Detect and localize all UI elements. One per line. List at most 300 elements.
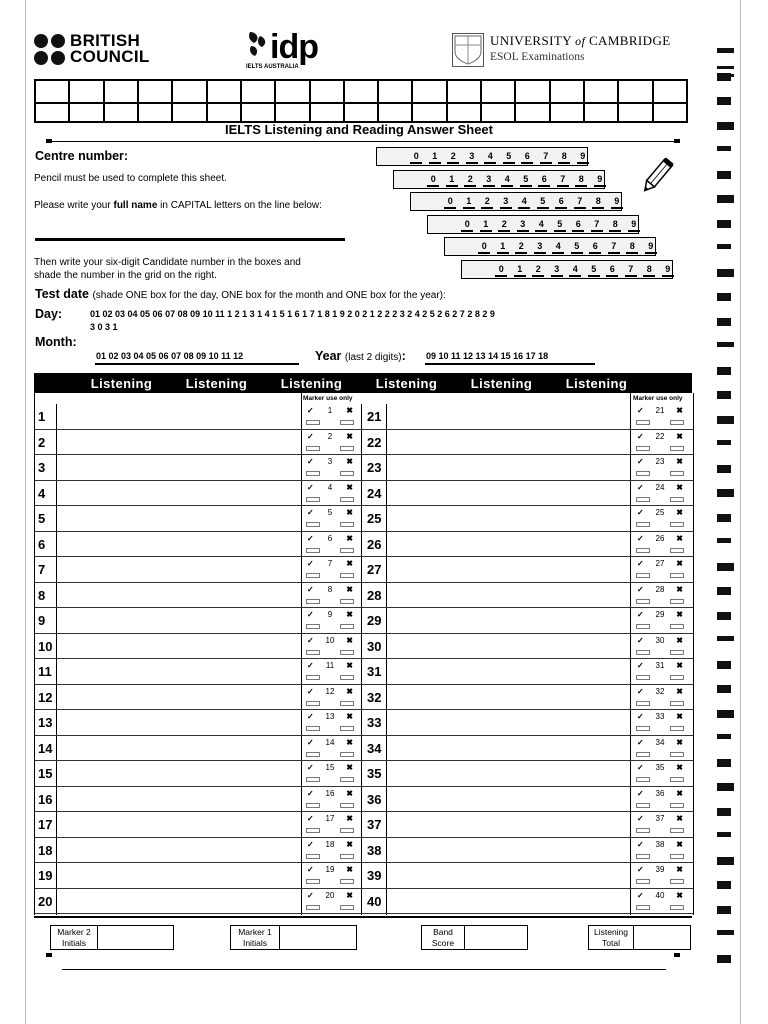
idp-leaf-icon (246, 30, 268, 58)
question-number: 11 (38, 664, 52, 679)
timing-mark (717, 293, 731, 301)
check-icon: ✓ (307, 712, 314, 721)
marker-check-cell[interactable] (635, 763, 685, 785)
cross-icon: ✖ (346, 533, 353, 543)
alignment-mark (674, 953, 680, 957)
marker-check-cell[interactable] (305, 763, 355, 785)
digit-option[interactable]: 2 (512, 241, 531, 254)
digit-option[interactable]: 1 (426, 151, 445, 164)
marker-check-cell[interactable] (305, 432, 355, 454)
answer-field-left[interactable] (57, 506, 300, 530)
marker-question-number: 4 (327, 482, 333, 492)
timing-mark (717, 391, 731, 399)
answer-field-left[interactable] (57, 863, 300, 887)
digit-option[interactable]: 7 (537, 151, 556, 164)
cross-icon: ✖ (346, 406, 353, 415)
marker-check-cell[interactable] (635, 457, 685, 479)
digit-option[interactable]: 1 (477, 219, 496, 232)
check-icon: ✓ (637, 635, 644, 645)
digit-option[interactable]: 8 (555, 151, 574, 164)
digit-option[interactable]: 7 (571, 196, 590, 209)
marker-check-cell[interactable] (635, 840, 685, 862)
marker1-initials-box[interactable]: Marker 1 Initials (230, 925, 357, 950)
check-icon: ✓ (637, 406, 644, 415)
check-icon: ✓ (637, 559, 644, 568)
question-number: 7 (38, 562, 46, 577)
check-icon: ✓ (637, 737, 644, 747)
digit-option[interactable]: 0 (407, 151, 426, 164)
digit-option[interactable]: 8 (572, 174, 591, 187)
digit-option[interactable]: 0 (475, 241, 494, 254)
cross-icon: ✖ (346, 635, 353, 645)
marker-question-number: 6 (327, 533, 333, 543)
title-rule (48, 141, 680, 142)
cross-icon: ✖ (346, 737, 353, 747)
question-number: 9 (38, 613, 46, 628)
marker-check-cell[interactable] (635, 865, 685, 887)
answer-field-left[interactable] (57, 583, 300, 607)
answer-field-right[interactable] (387, 583, 629, 607)
timing-mark (717, 587, 731, 595)
question-number: 25 (367, 511, 382, 526)
question-number: 2 (38, 434, 46, 450)
marker-check-cell[interactable] (305, 457, 355, 479)
question-number: 19 (38, 868, 53, 883)
digit-option[interactable]: 1 (494, 241, 513, 254)
digit-option[interactable]: 6 (552, 196, 571, 209)
idp-subtitle: IELTS AUSTRALIA (246, 64, 299, 70)
marker-check-cell[interactable] (305, 661, 355, 683)
cross-icon: ✖ (676, 839, 683, 849)
cross-icon: ✖ (676, 814, 683, 823)
question-number: 18 (38, 842, 53, 858)
question-number: 30 (367, 638, 382, 654)
answer-field-right[interactable] (387, 736, 629, 760)
answer-field-left[interactable] (57, 838, 300, 862)
check-icon: ✓ (307, 457, 314, 466)
question-number: 23 (367, 460, 382, 475)
marker-check-cell[interactable] (635, 712, 685, 734)
timing-mark (717, 220, 731, 228)
question-number: 10 (38, 638, 53, 654)
marker-question-number: 38 (655, 839, 665, 849)
digit-option[interactable]: 4 (532, 219, 551, 232)
answer-field-left[interactable] (57, 455, 300, 479)
digit-option[interactable]: 9 (642, 241, 661, 254)
day-options-continued[interactable]: 3 0 3 1 (90, 322, 118, 332)
question-number: 39 (367, 868, 382, 883)
check-icon: ✓ (637, 482, 644, 492)
candidate-digit-row (461, 260, 673, 279)
marker-check-cell[interactable] (305, 865, 355, 887)
marker-question-number: 23 (655, 457, 665, 466)
timing-mark (717, 367, 731, 375)
left-edge-rule (25, 0, 26, 1024)
digit-option[interactable]: 2 (529, 264, 548, 277)
answer-field-left[interactable] (57, 532, 300, 556)
marker-check-cell[interactable] (635, 610, 685, 632)
digit-option[interactable]: 7 (554, 174, 573, 187)
timing-mark (717, 783, 734, 791)
answer-field-right[interactable] (387, 608, 629, 632)
digit-option[interactable]: 5 (500, 151, 519, 164)
answer-field-left[interactable] (57, 608, 300, 632)
marker-question-number: 21 (655, 406, 665, 415)
timing-mark (717, 661, 731, 669)
check-icon: ✓ (307, 763, 314, 772)
answer-field-right[interactable] (387, 889, 629, 913)
answer-field-left[interactable] (57, 761, 300, 785)
marker-question-number: 15 (325, 763, 335, 772)
check-icon: ✓ (307, 406, 314, 415)
check-icon: ✓ (637, 712, 644, 721)
question-number: 12 (38, 689, 53, 705)
marker-check-cell[interactable] (305, 585, 355, 607)
answer-field-left[interactable] (57, 736, 300, 760)
digit-option[interactable]: 5 (551, 219, 570, 232)
marker-question-number: 29 (655, 610, 665, 619)
cross-icon: ✖ (346, 508, 353, 517)
marker-check-cell[interactable] (305, 738, 355, 760)
marker-check-cell[interactable] (635, 483, 685, 505)
digit-option[interactable]: 4 (566, 264, 585, 277)
answer-field-left[interactable] (57, 404, 300, 428)
marker-check-cell[interactable] (635, 406, 685, 428)
answer-field-left[interactable] (57, 430, 300, 454)
timing-mark (717, 489, 734, 497)
answer-field-right[interactable] (387, 659, 629, 683)
marker-question-number: 35 (655, 763, 665, 772)
answer-field-right[interactable] (387, 812, 629, 836)
marker-question-number: 14 (325, 737, 335, 747)
question-number: 40 (367, 893, 382, 909)
cambridge-shield-icon (452, 33, 484, 67)
digit-option[interactable]: 9 (574, 151, 593, 164)
cross-icon: ✖ (676, 686, 683, 696)
check-icon: ✓ (307, 865, 314, 874)
answer-field-right[interactable] (387, 838, 629, 862)
marker-question-number: 17 (325, 814, 335, 823)
cross-icon: ✖ (676, 508, 683, 517)
british-council-logo (34, 33, 150, 65)
pencil-note: Pencil must be used to complete this sheet. (34, 173, 227, 184)
marker-question-number: 20 (325, 890, 335, 900)
digit-option[interactable]: 3 (514, 219, 533, 232)
check-icon: ✓ (307, 482, 314, 492)
answer-field-right[interactable] (387, 506, 629, 530)
answer-field-right[interactable] (387, 863, 629, 887)
digit-option[interactable]: 0 (492, 264, 511, 277)
marker-question-number: 2 (327, 431, 333, 441)
digit-option[interactable]: 1 (460, 196, 479, 209)
answer-field-right[interactable] (387, 481, 629, 505)
answer-field-right[interactable] (387, 430, 629, 454)
answer-field-left[interactable] (57, 481, 300, 505)
digit-option[interactable]: 5 (517, 174, 536, 187)
day-options[interactable]: 01 02 03 04 05 06 07 08 09 10 11 1 2 1 3 1 4 1 5 1 6 1 7 1 8 1 9 2 0 2 1 2 2 2 3 2 4 2 5 2 6 2 7 2 8 2 9 (90, 309, 495, 319)
day-shade-boxes (90, 319, 690, 323)
marker-check-cell[interactable] (635, 432, 685, 454)
cross-icon: ✖ (346, 712, 353, 721)
digit-option[interactable]: 8 (589, 196, 608, 209)
marker-question-number: 32 (655, 686, 665, 696)
check-icon: ✓ (637, 686, 644, 696)
cross-icon: ✖ (346, 686, 353, 696)
pencil-icon (638, 156, 676, 196)
answer-field-right[interactable] (387, 710, 629, 734)
question-number: 6 (38, 536, 46, 552)
question-number: 14 (38, 740, 53, 756)
cross-icon: ✖ (346, 431, 353, 441)
marker-question-number: 37 (655, 814, 665, 823)
marker-question-number: 5 (327, 508, 333, 517)
digit-option[interactable]: 8 (640, 264, 659, 277)
cambridge-name: UNIVERSITY of CAMBRIDGE (490, 33, 671, 48)
marker-check-cell[interactable] (305, 610, 355, 632)
digit-option[interactable]: 3 (497, 196, 516, 209)
cross-icon: ✖ (676, 865, 683, 874)
answer-field-right[interactable] (387, 455, 629, 479)
answer-field-left[interactable] (57, 557, 300, 581)
digit-option[interactable]: 9 (608, 196, 627, 209)
cross-icon: ✖ (346, 559, 353, 568)
question-number: 35 (367, 766, 382, 781)
check-icon: ✓ (637, 788, 644, 798)
timing-mark (717, 710, 734, 718)
marker-question-number: 1 (327, 406, 333, 415)
marker-check-cell[interactable] (305, 840, 355, 862)
digit-option[interactable]: 4 (481, 151, 500, 164)
timing-mark (717, 808, 731, 816)
marker-check-cell[interactable] (635, 891, 685, 913)
check-icon: ✓ (637, 890, 644, 900)
marker-check-cell[interactable] (305, 534, 355, 556)
timing-mark (717, 514, 731, 522)
marker-check-cell[interactable] (305, 636, 355, 658)
cross-icon: ✖ (676, 457, 683, 466)
cross-icon: ✖ (346, 457, 353, 466)
marker-question-number: 25 (655, 508, 665, 517)
british-council-line1: BRITISH (70, 31, 141, 50)
answer-field-right[interactable] (387, 685, 629, 709)
marker-check-cell[interactable] (305, 687, 355, 709)
marker-check-cell[interactable] (305, 483, 355, 505)
digit-option[interactable]: 6 (518, 151, 537, 164)
digit-option[interactable]: 2 (444, 151, 463, 164)
timing-mark (717, 955, 731, 963)
cross-icon: ✖ (676, 890, 683, 900)
check-icon: ✓ (307, 814, 314, 823)
digit-option[interactable]: 8 (606, 219, 625, 232)
cross-icon: ✖ (346, 865, 353, 874)
marker-check-cell[interactable] (305, 406, 355, 428)
british-council-line2: COUNCIL (70, 47, 150, 66)
answer-field-left[interactable] (57, 889, 300, 913)
section-header-listening: Listening (470, 375, 533, 391)
marker-check-cell[interactable] (635, 661, 685, 683)
listening-total-box[interactable]: Listening Total (588, 925, 691, 950)
answer-field-right[interactable] (387, 634, 629, 658)
marker-check-cell[interactable] (635, 814, 685, 836)
question-number: 31 (367, 664, 382, 679)
check-icon: ✓ (307, 788, 314, 798)
marker-question-number: 8 (327, 584, 333, 594)
alignment-mark (46, 139, 52, 143)
digit-option[interactable]: 0 (458, 219, 477, 232)
question-number: 29 (367, 613, 382, 628)
marker-check-cell[interactable] (305, 891, 355, 913)
digit-option[interactable]: 6 (569, 219, 588, 232)
answer-field-right[interactable] (387, 787, 629, 811)
answer-field-left[interactable] (57, 685, 300, 709)
digit-option[interactable]: 3 (531, 241, 550, 254)
answer-field-left[interactable] (57, 659, 300, 683)
answer-field-left[interactable] (57, 634, 300, 658)
marker-check-cell[interactable] (635, 636, 685, 658)
year-options[interactable]: 09 10 11 12 13 14 15 16 17 18 (426, 351, 549, 361)
marker-check-cell[interactable] (635, 534, 685, 556)
marker-question-number: 31 (655, 661, 665, 670)
alignment-mark (46, 953, 52, 957)
marker-check-cell[interactable] (305, 789, 355, 811)
fullname-note: Please write your full name in CAPITAL letters on the line below: (34, 200, 322, 211)
digit-option[interactable]: 6 (586, 241, 605, 254)
answer-field-left[interactable] (57, 710, 300, 734)
digit-option[interactable]: 7 (588, 219, 607, 232)
answer-field-right[interactable] (387, 404, 629, 428)
question-number: 38 (367, 842, 382, 858)
digit-option[interactable]: 9 (625, 219, 644, 232)
digit-option[interactable]: 2 (478, 196, 497, 209)
digit-option[interactable]: 7 (622, 264, 641, 277)
cross-icon: ✖ (676, 712, 683, 721)
timing-mark (717, 146, 731, 151)
digit-option[interactable]: 2 (461, 174, 480, 187)
digit-option[interactable]: 4 (515, 196, 534, 209)
answer-rows (34, 393, 694, 915)
cross-icon: ✖ (676, 584, 683, 594)
marker-question-number: 3 (327, 457, 333, 466)
question-number: 13 (38, 715, 53, 730)
marker-question-number: 19 (325, 865, 335, 874)
digit-option[interactable]: 0 (424, 174, 443, 187)
month-options[interactable]: 01 02 03 04 05 06 07 08 09 10 11 12 (96, 351, 244, 361)
marker-check-cell[interactable] (635, 687, 685, 709)
marker-check-cell[interactable] (635, 738, 685, 760)
digit-option[interactable]: 3 (463, 151, 482, 164)
check-icon: ✓ (307, 559, 314, 568)
year-shade-rule (425, 363, 595, 365)
check-icon: ✓ (637, 865, 644, 874)
day-label: Day: (35, 307, 63, 321)
digit-option[interactable]: 3 (548, 264, 567, 277)
name-letter-grid[interactable] (34, 79, 688, 123)
right-edge-rule (740, 0, 741, 1024)
question-number: 33 (367, 715, 382, 730)
digit-option[interactable]: 5 (534, 196, 553, 209)
check-icon: ✓ (637, 533, 644, 543)
digit-option[interactable]: 5 (568, 241, 587, 254)
answer-field-left[interactable] (57, 787, 300, 811)
digit-option[interactable]: 4 (549, 241, 568, 254)
centre-number-label: Centre number: (35, 149, 129, 163)
timing-mark (717, 440, 731, 445)
timing-mark (717, 342, 734, 347)
digit-option[interactable]: 6 (535, 174, 554, 187)
marker-question-number: 7 (327, 559, 333, 568)
band-score-box[interactable]: Band Score (421, 925, 528, 950)
check-icon: ✓ (637, 431, 644, 441)
digit-option[interactable]: 3 (480, 174, 499, 187)
marker-check-cell[interactable] (635, 585, 685, 607)
question-number: 37 (367, 817, 382, 832)
marker-question-number: 36 (655, 788, 665, 798)
listening-header-bar (34, 373, 692, 393)
idp-logo (246, 28, 318, 70)
question-number: 21 (367, 409, 382, 424)
marker-question-number: 30 (655, 635, 665, 645)
timing-mark (717, 74, 734, 77)
digit-option[interactable]: 0 (441, 196, 460, 209)
digit-option[interactable]: 7 (605, 241, 624, 254)
candidate-digit-row (393, 170, 605, 189)
answer-field-right[interactable] (387, 557, 629, 581)
cambridge-logo (452, 33, 671, 67)
answer-field-right[interactable] (387, 532, 629, 556)
marker-check-cell[interactable] (635, 559, 685, 581)
marker-check-cell[interactable] (635, 789, 685, 811)
answer-field-left[interactable] (57, 812, 300, 836)
timing-mark (717, 930, 734, 935)
cross-icon: ✖ (676, 661, 683, 670)
section-header-listening: Listening (565, 375, 628, 391)
marker-check-cell[interactable] (305, 712, 355, 734)
marker-question-number: 27 (655, 559, 665, 568)
digit-option[interactable]: 9 (659, 264, 678, 277)
marker-check-cell[interactable] (305, 814, 355, 836)
digit-option[interactable]: 1 (511, 264, 530, 277)
check-icon: ✓ (307, 839, 314, 849)
question-number: 22 (367, 434, 382, 450)
digit-option[interactable]: 8 (623, 241, 642, 254)
check-icon: ✓ (637, 457, 644, 466)
check-icon: ✓ (307, 610, 314, 619)
sheet-title: IELTS Listening and Reading Answer Sheet (225, 122, 493, 137)
marker-check-cell[interactable] (305, 508, 355, 530)
marker-check-cell[interactable] (635, 508, 685, 530)
digit-option[interactable]: 1 (443, 174, 462, 187)
candidate-digit-row (444, 237, 656, 256)
timing-mark (717, 244, 731, 249)
marker-use-only-left: Marker use only (303, 395, 353, 402)
digit-option[interactable]: 2 (495, 219, 514, 232)
digit-option[interactable]: 5 (585, 264, 604, 277)
cross-icon: ✖ (346, 584, 353, 594)
check-icon: ✓ (307, 431, 314, 441)
answer-field-right[interactable] (387, 761, 629, 785)
digit-option[interactable]: 6 (603, 264, 622, 277)
timing-mark (717, 906, 731, 914)
fullname-line[interactable] (35, 238, 345, 241)
marker-question-number: 40 (655, 890, 665, 900)
digit-option[interactable]: 9 (591, 174, 610, 187)
footer-rule (62, 969, 666, 970)
question-number: 20 (38, 893, 53, 909)
marker-check-cell[interactable] (305, 559, 355, 581)
marker2-initials-box[interactable]: Marker 2 Initials (50, 925, 174, 950)
timing-mark (717, 122, 734, 130)
digit-option[interactable]: 4 (498, 174, 517, 187)
